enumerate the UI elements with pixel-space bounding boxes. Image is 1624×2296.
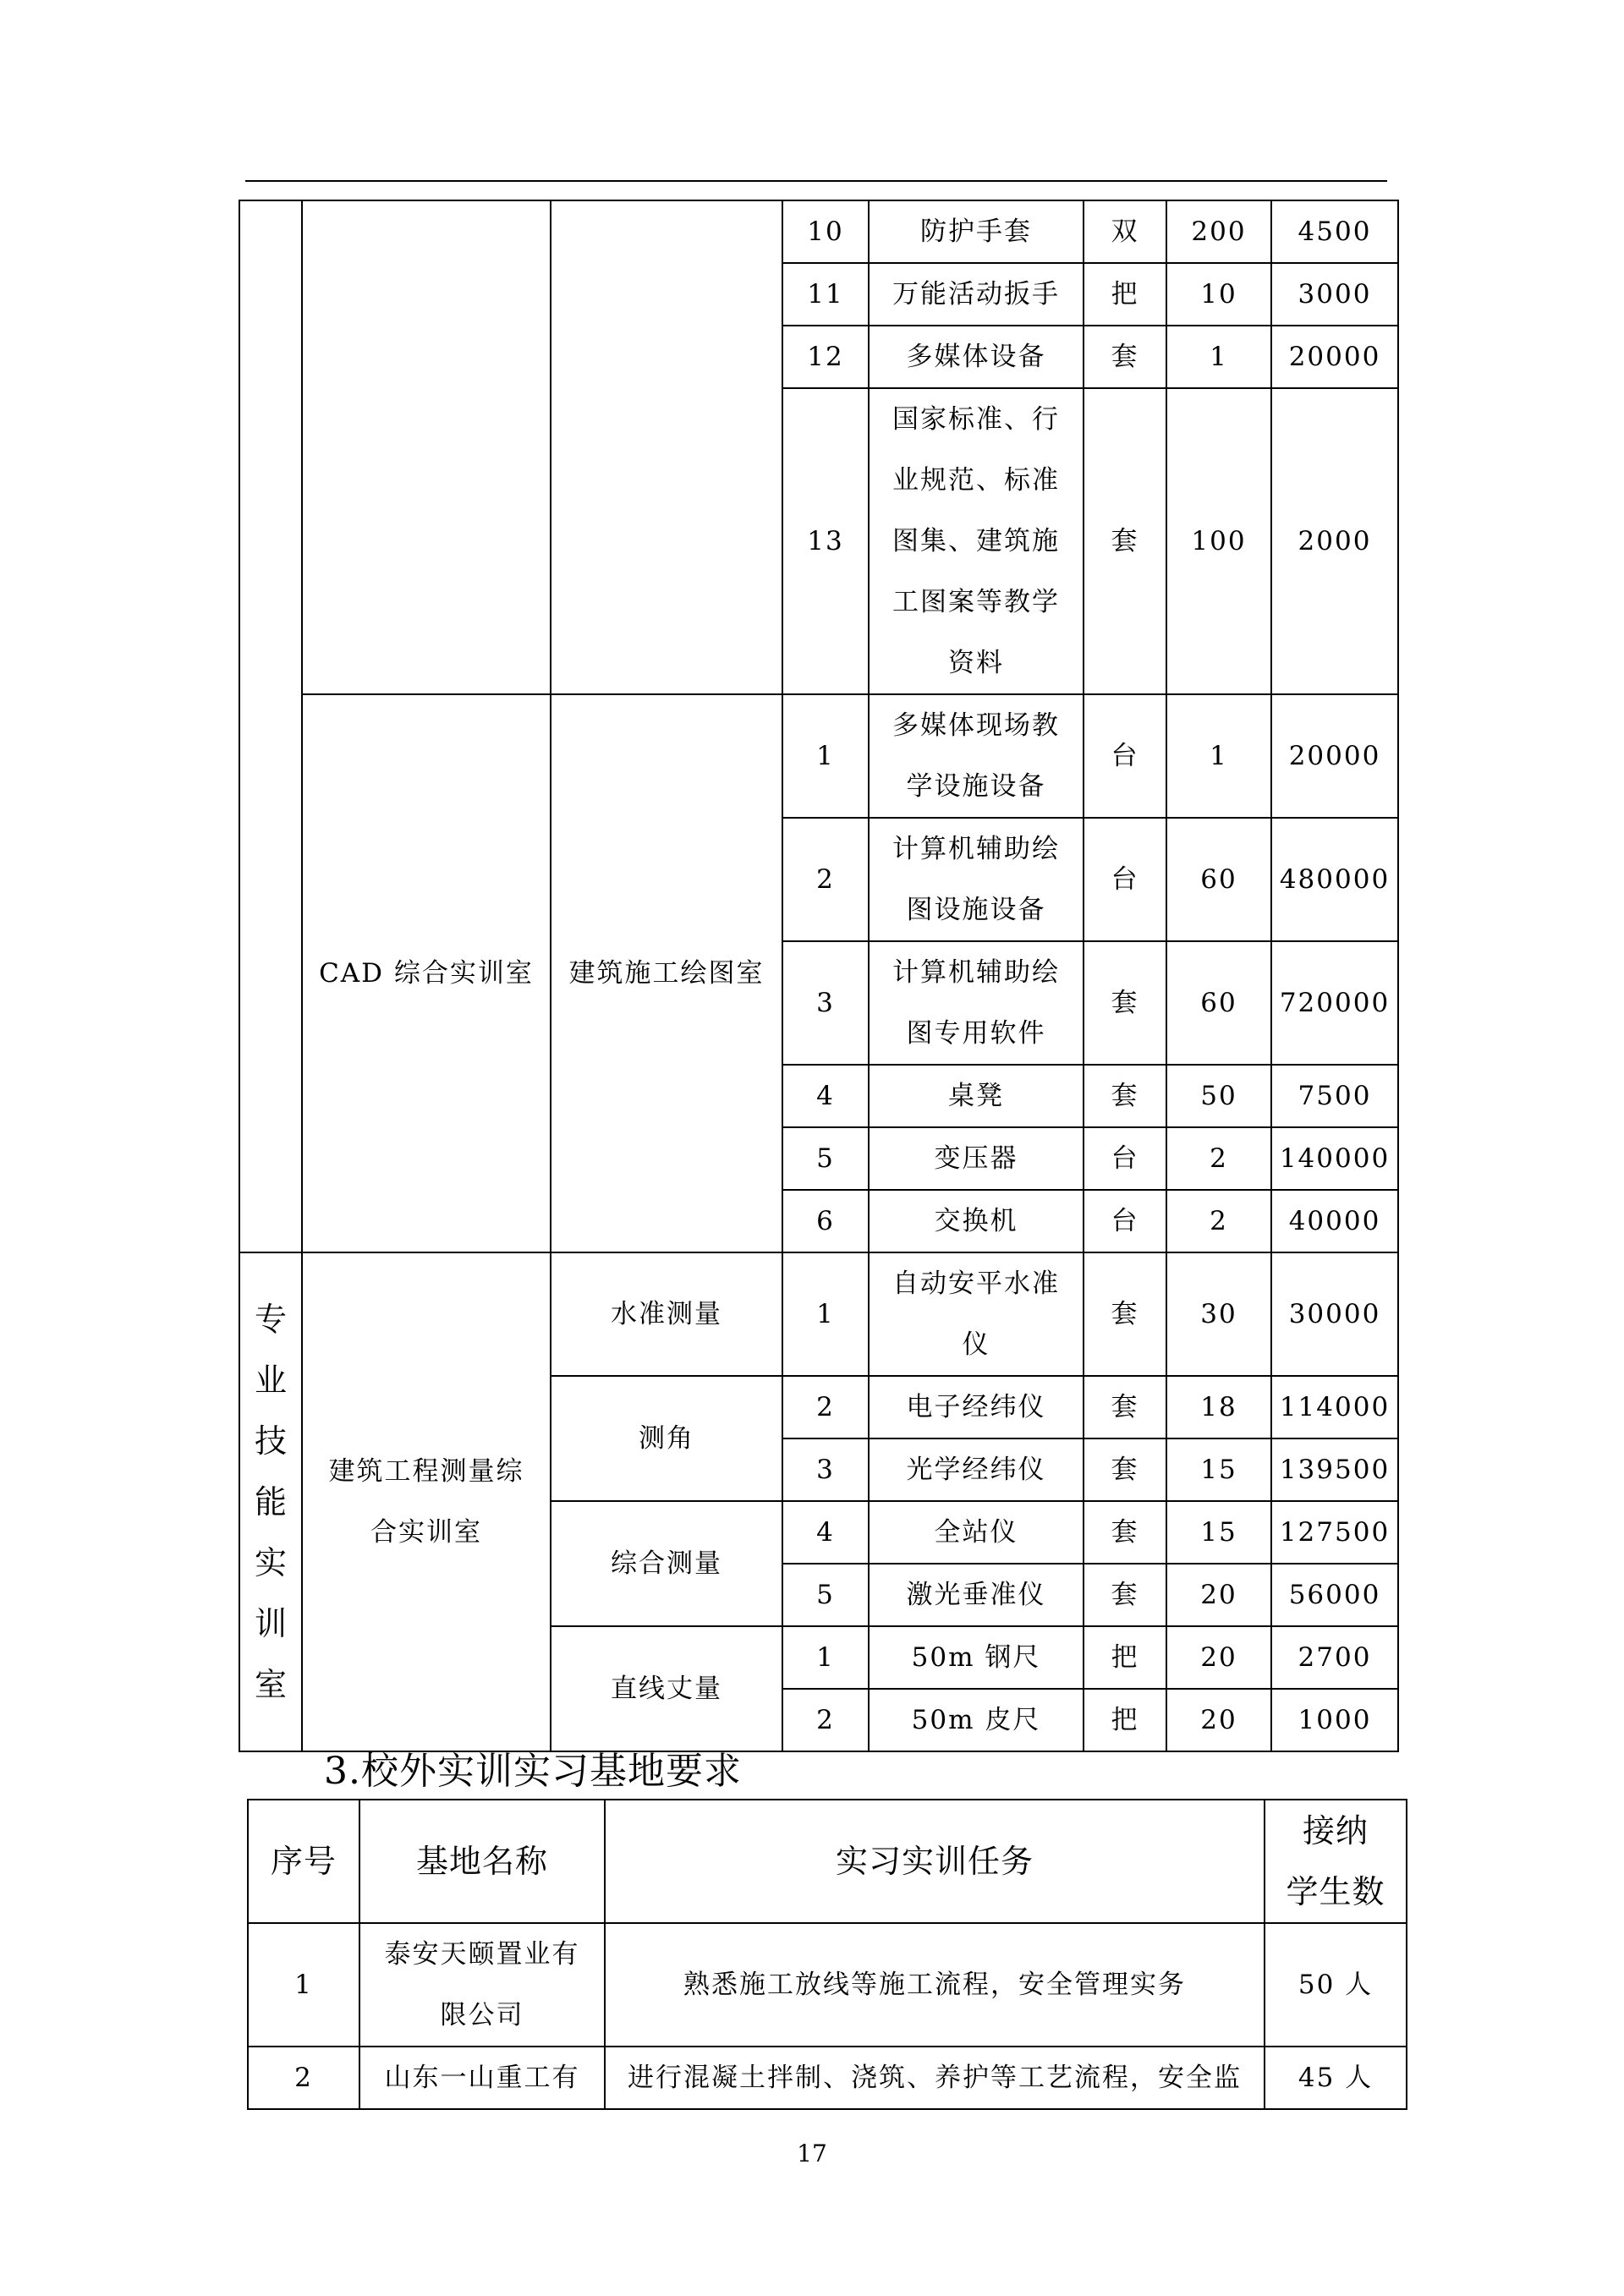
sub-room-name: 建筑施工绘图室 — [551, 694, 782, 1252]
item-name: 电子经纬仪 — [869, 1376, 1084, 1438]
item-name-line: 图专用软件 — [906, 1018, 1046, 1049]
item-unit: 套 — [1084, 941, 1166, 1065]
item-name-line: 国家标准、行 — [892, 404, 1060, 435]
page-number: 17 — [797, 2140, 827, 2167]
item-qty: 15 — [1166, 1501, 1271, 1564]
item-name: 50m 皮尺 — [869, 1689, 1084, 1751]
item-price: 2700 — [1271, 1626, 1398, 1689]
room-cell-upper — [302, 200, 551, 694]
header-count-line: 接纳 — [1302, 1812, 1369, 1849]
item-no: 11 — [782, 263, 869, 326]
item-name-line: 自动安平水准 — [892, 1269, 1060, 1299]
item-no: 5 — [782, 1127, 869, 1190]
section-label-char: 技 — [254, 1422, 287, 1460]
item-no: 2 — [782, 818, 869, 941]
item-name: 激光垂准仪 — [869, 1564, 1084, 1626]
item-qty: 10 — [1166, 263, 1271, 326]
room-name: CAD 综合实训室 — [302, 694, 551, 1252]
item-name — [869, 818, 1084, 941]
header-no: 序号 — [248, 1800, 359, 1923]
table-header-row — [248, 1800, 1407, 1923]
item-unit: 套 — [1084, 1438, 1166, 1501]
item-unit: 台 — [1084, 694, 1166, 818]
item-name — [869, 1252, 1084, 1376]
item-name — [869, 694, 1084, 818]
item-qty: 1 — [1166, 326, 1271, 388]
item-unit: 套 — [1084, 388, 1166, 694]
item-no: 1 — [782, 1252, 869, 1376]
sub-room-name: 测角 — [551, 1376, 782, 1501]
item-price: 3000 — [1271, 263, 1398, 326]
item-name-line: 工图案等教学 — [892, 587, 1060, 617]
base-count: 50 人 — [1265, 1923, 1407, 2047]
item-name-line: 图设施设备 — [906, 895, 1046, 925]
item-unit: 台 — [1084, 1190, 1166, 1252]
item-qty: 100 — [1166, 388, 1271, 694]
room-name-line: 建筑工程测量综 — [328, 1456, 524, 1487]
base-name: 山东一山重工有 — [359, 2047, 605, 2109]
item-name: 变压器 — [869, 1127, 1084, 1190]
table-row — [248, 2047, 1407, 2109]
item-qty: 60 — [1166, 941, 1271, 1065]
item-price: 40000 — [1271, 1190, 1398, 1252]
item-no: 2 — [782, 1376, 869, 1438]
item-no: 4 — [782, 1501, 869, 1564]
item-name-line: 学设施设备 — [906, 771, 1046, 802]
item-unit: 双 — [1084, 200, 1166, 263]
section-label-char: 能 — [254, 1483, 287, 1521]
item-qty: 200 — [1166, 200, 1271, 263]
item-no: 10 — [782, 200, 869, 263]
item-price: 140000 — [1271, 1127, 1398, 1190]
header-rule — [245, 180, 1387, 182]
item-no: 12 — [782, 326, 869, 388]
base-count: 45 人 — [1265, 2047, 1407, 2109]
item-name-line: 仪 — [962, 1329, 990, 1360]
equipment-table — [239, 200, 1399, 1752]
sub-room-name: 直线丈量 — [551, 1626, 782, 1751]
item-name: 交换机 — [869, 1190, 1084, 1252]
header-task: 实习实训任务 — [605, 1800, 1265, 1923]
item-unit: 把 — [1084, 1689, 1166, 1751]
item-name: 万能活动扳手 — [869, 263, 1084, 326]
base-task: 熟悉施工放线等施工流程，安全管理实务 — [605, 1923, 1265, 2047]
item-qty: 20 — [1166, 1564, 1271, 1626]
item-qty: 15 — [1166, 1438, 1271, 1501]
item-name-line: 计算机辅助绘 — [892, 834, 1060, 864]
section-label-char: 专 — [254, 1301, 287, 1338]
item-name-line: 图集、建筑施 — [892, 526, 1060, 556]
table-row — [248, 1923, 1407, 2047]
item-price: 56000 — [1271, 1564, 1398, 1626]
item-no: 13 — [782, 388, 869, 694]
header-count — [1265, 1800, 1407, 1923]
base-name — [359, 1923, 605, 2047]
base-name-line: 限公司 — [440, 2000, 524, 2030]
sub-room-name: 综合测量 — [551, 1501, 782, 1626]
item-unit: 把 — [1084, 263, 1166, 326]
section-label-char: 实 — [254, 1544, 287, 1581]
section-label-char: 业 — [254, 1362, 287, 1399]
item-qty: 1 — [1166, 694, 1271, 818]
item-name: 桌凳 — [869, 1065, 1084, 1127]
sub-room-name: 水准测量 — [551, 1252, 782, 1376]
item-qty: 50 — [1166, 1065, 1271, 1127]
item-qty: 60 — [1166, 818, 1271, 941]
item-qty: 2 — [1166, 1127, 1271, 1190]
item-price: 30000 — [1271, 1252, 1398, 1376]
item-no: 1 — [782, 1626, 869, 1689]
item-price: 114000 — [1271, 1376, 1398, 1438]
item-no: 4 — [782, 1065, 869, 1127]
item-qty: 20 — [1166, 1689, 1271, 1751]
section-label-char: 室 — [254, 1666, 287, 1703]
item-no: 5 — [782, 1564, 869, 1626]
item-unit: 套 — [1084, 1252, 1166, 1376]
item-name-line: 计算机辅助绘 — [892, 957, 1060, 988]
section-label-char: 训 — [254, 1605, 287, 1642]
item-unit: 套 — [1084, 1376, 1166, 1438]
item-price: 127500 — [1271, 1501, 1398, 1564]
item-unit: 台 — [1084, 1127, 1166, 1190]
section-caption: 3.校外实训实习基地要求 — [324, 1750, 742, 1793]
item-no: 1 — [782, 694, 869, 818]
item-price: 139500 — [1271, 1438, 1398, 1501]
item-name: 多媒体设备 — [869, 326, 1084, 388]
item-unit: 套 — [1084, 326, 1166, 388]
item-no: 6 — [782, 1190, 869, 1252]
item-price: 4500 — [1271, 200, 1398, 263]
item-price: 20000 — [1271, 694, 1398, 818]
item-qty: 18 — [1166, 1376, 1271, 1438]
item-name: 光学经纬仪 — [869, 1438, 1084, 1501]
item-name: 全站仪 — [869, 1501, 1084, 1564]
base-no: 2 — [248, 2047, 359, 2109]
item-no: 2 — [782, 1689, 869, 1751]
item-qty: 20 — [1166, 1626, 1271, 1689]
item-name — [869, 941, 1084, 1065]
item-qty: 30 — [1166, 1252, 1271, 1376]
item-name-line: 多媒体现场教 — [892, 710, 1060, 741]
item-name-line: 业规范、标准 — [892, 465, 1060, 496]
item-unit: 套 — [1084, 1564, 1166, 1626]
item-qty: 2 — [1166, 1190, 1271, 1252]
table-row — [239, 1252, 1398, 1376]
item-name: 防护手套 — [869, 200, 1084, 263]
item-name-line: 资料 — [948, 648, 1004, 678]
base-table — [247, 1799, 1407, 2110]
item-price: 7500 — [1271, 1065, 1398, 1127]
item-name: 50m 钢尺 — [869, 1626, 1084, 1689]
item-unit: 台 — [1084, 818, 1166, 941]
base-no: 1 — [248, 1923, 359, 2047]
item-price: 20000 — [1271, 326, 1398, 388]
item-price: 2000 — [1271, 388, 1398, 694]
item-price: 480000 — [1271, 818, 1398, 941]
section-cell-upper — [239, 200, 302, 1252]
header-count-line: 学生数 — [1286, 1873, 1385, 1910]
item-no: 3 — [782, 941, 869, 1065]
table-row — [239, 694, 1398, 818]
item-unit: 套 — [1084, 1065, 1166, 1127]
room-name — [302, 1252, 551, 1751]
item-name — [869, 388, 1084, 694]
table-row — [239, 200, 1398, 263]
item-price: 720000 — [1271, 941, 1398, 1065]
item-price: 1000 — [1271, 1689, 1398, 1751]
base-task: 进行混凝土拌制、浇筑、养护等工艺流程，安全监 — [605, 2047, 1265, 2109]
header-name: 基地名称 — [359, 1800, 605, 1923]
base-name-line: 泰安天颐置业有 — [384, 1939, 580, 1970]
sub-room-cell-upper — [551, 200, 782, 694]
item-unit: 把 — [1084, 1626, 1166, 1689]
item-unit: 套 — [1084, 1501, 1166, 1564]
section-label — [239, 1252, 302, 1751]
item-no: 3 — [782, 1438, 869, 1501]
room-name-line: 合实训室 — [370, 1517, 482, 1548]
